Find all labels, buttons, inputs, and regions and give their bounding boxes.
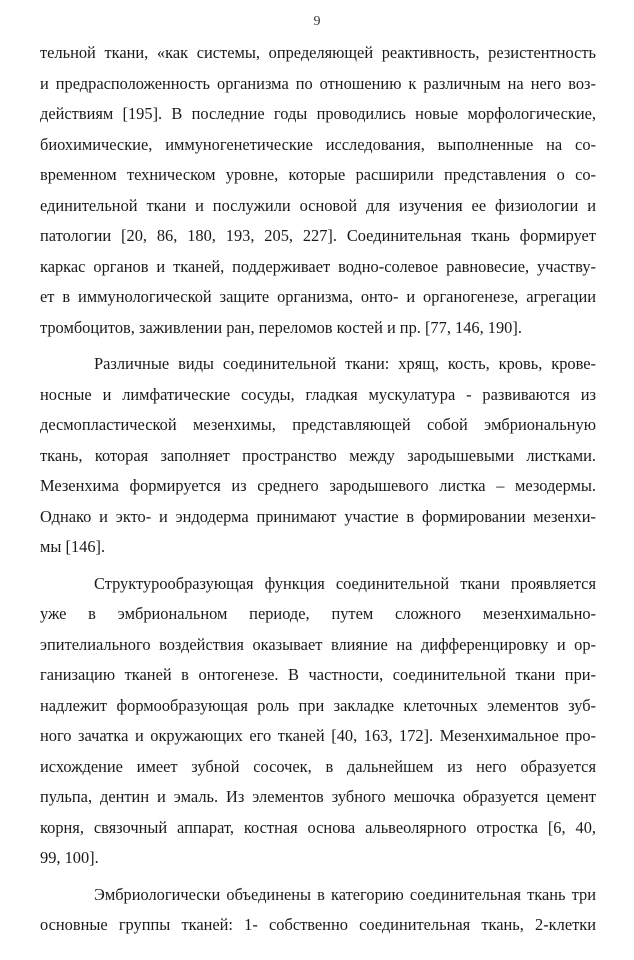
text-line: временном техническом уровне, которые расширили представления о со- <box>40 165 596 184</box>
text-line: Мезенхима формируется из среднего зародышевого листка – мезодермы. <box>40 476 596 495</box>
page-number: 9 <box>313 14 321 29</box>
paragraph <box>40 38 596 343</box>
text-line: основные группы тканей: 1- собственно соединительная ткань, 2-клетки <box>40 915 596 934</box>
paragraph <box>40 349 596 563</box>
text-line: Структурообразующая функция соединительной ткани проявляется <box>94 573 596 593</box>
text-line: Эмбриологически объединены в категорию соединительная ткань три <box>94 884 596 904</box>
text-line: единительной ткани и послужили основой для изучения ее физиологии и <box>40 195 596 215</box>
text-line: 99, 100]. <box>40 848 99 867</box>
paragraph <box>40 880 596 941</box>
text-line: носные и лимфатические сосуды, гладкая мускулатура - развиваются из <box>40 384 596 404</box>
text-line: ганизацию тканей в онтогенезе. В частности, соединительной ткани при- <box>40 665 596 684</box>
text-line: действиям [195]. В последние годы проводились новые морфологические, <box>40 104 596 123</box>
text-line: патологии [20, 86, 180, 193, 205, 227]. Соединительная ткань формирует <box>40 226 596 245</box>
text-line: каркас органов и тканей, поддерживает водно-солевое равновесие, участву- <box>40 256 596 276</box>
text-line: мы [146]. <box>40 537 106 556</box>
text-line: тромбоцитов, заживлении ран, переломов костей и пр. [77, 146, 190]. <box>40 317 522 337</box>
text-line: Однако и экто- и эндодерма принимают участие в формировании мезенхи- <box>40 506 596 526</box>
text-line: и предрасположенность организма по отношению к различным на него воз- <box>40 73 596 93</box>
text-line: десмопластической мезенхимы, представляющей собой эмбриональную <box>40 415 596 434</box>
text-line: исхождение имеет зубной сосочек, в дальнейшем из него образуется <box>40 756 596 776</box>
body-text <box>40 38 596 941</box>
text-line: Различные виды соединительной ткани: хрящ, кость, кровь, крове- <box>94 354 596 373</box>
text-line: корня, связочный аппарат, костная основа альвеолярного отростка [6, 40, <box>40 817 596 837</box>
text-line: биохимические, иммуногенетические исследования, выполненные на со- <box>40 134 596 154</box>
text-line: пульпа, дентин и эмаль. Из элементов зубного мешочка образуется цемент <box>40 787 596 806</box>
text-line: тельной ткани, «как системы, определяющей реактивность, резистентность <box>40 43 596 62</box>
text-line: ет в иммунологической защите организма, онто- и органогенезе, агрегации <box>40 287 596 306</box>
text-line: эпителиального воздействия оказывает влияние на дифференцировку и ор- <box>40 634 596 654</box>
paragraph <box>40 569 596 874</box>
text-line: ного зачатка и окружающих его тканей [40, 163, 172]. Мезенхимальное про- <box>40 726 596 745</box>
text-line: надлежит формообразующая роль при закладке клеточных элементов зуб- <box>40 695 596 715</box>
text-line: ткань, которая заполняет пространство между зародышевыми листками. <box>40 445 596 465</box>
text-line: уже в эмбриональном периоде, путем сложного мезенхимально- <box>40 604 596 623</box>
